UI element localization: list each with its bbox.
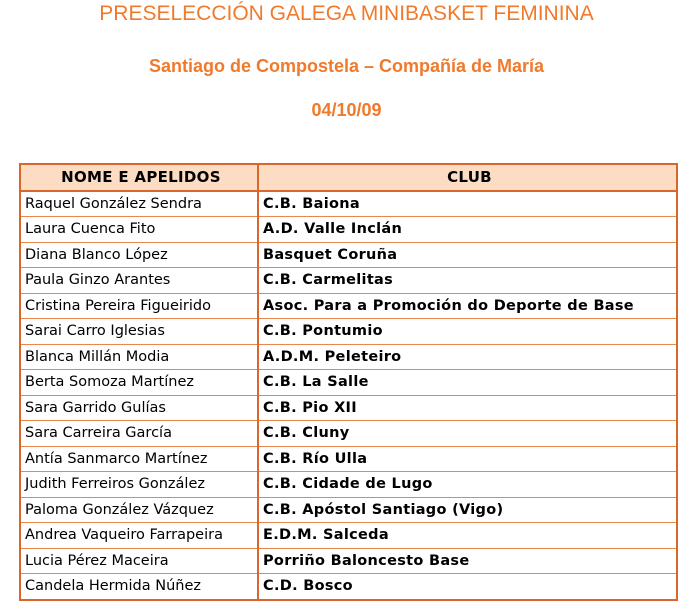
- column-header-name: NOME E APELIDOS: [20, 164, 258, 191]
- table-row: [20, 574, 677, 600]
- player-club: A.D.M. Peleteiro: [258, 344, 677, 370]
- player-name: Paloma González Vázquez: [20, 497, 258, 523]
- player-name: Berta Somoza Martínez: [20, 370, 258, 396]
- document-date: 04/10/09: [311, 100, 382, 120]
- player-name: Antía Sanmarco Martínez: [20, 446, 258, 472]
- player-club: C.B. Pontumio: [258, 319, 677, 345]
- player-club: C.B. Pio XII: [258, 395, 677, 421]
- table-row: [20, 344, 677, 370]
- player-name: Blanca Millán Modia: [20, 344, 258, 370]
- player-club: C.B. Cidade de Lugo: [258, 472, 677, 498]
- player-name: Sarai Carro Iglesias: [20, 319, 258, 345]
- player-club: C.B. Cluny: [258, 421, 677, 447]
- player-club: C.B. Río Ulla: [258, 446, 677, 472]
- table-header-row: [20, 164, 677, 191]
- table-row: [20, 319, 677, 345]
- player-club: E.D.M. Salceda: [258, 523, 677, 549]
- table-row: [20, 268, 677, 294]
- player-name: Candela Hermida Núñez: [20, 574, 258, 600]
- table-row: [20, 446, 677, 472]
- player-club: C.B. La Salle: [258, 370, 677, 396]
- document-subtitle: Santiago de Compostela – Compañía de María: [148, 56, 545, 76]
- player-club: Porriño Baloncesto Base: [258, 548, 677, 574]
- roster-table: [19, 163, 678, 601]
- player-club: Asoc. Para a Promoción do Deporte de Base: [258, 293, 677, 319]
- player-name: Paula Ginzo Arantes: [20, 268, 258, 294]
- table-row: [20, 523, 677, 549]
- player-name: Laura Cuenca Fito: [20, 217, 258, 243]
- table-row: [20, 421, 677, 447]
- table-row: [20, 217, 677, 243]
- player-club: C.D. Bosco: [258, 574, 677, 600]
- player-name: Raquel González Sendra: [20, 191, 258, 217]
- player-name: Sara Carreira García: [20, 421, 258, 447]
- player-name: Lucia Pérez Maceira: [20, 548, 258, 574]
- player-club: C.B. Carmelitas: [258, 268, 677, 294]
- table-row: [20, 497, 677, 523]
- player-club: Basquet Coruña: [258, 242, 677, 268]
- table-row: [20, 293, 677, 319]
- document-title: PRESELECCIÓN GALEGA MINIBASKET FEMININA: [99, 2, 594, 25]
- table-row: [20, 395, 677, 421]
- table-row: [20, 191, 677, 217]
- player-club: C.B. Apóstol Santiago (Vigo): [258, 497, 677, 523]
- player-name: Diana Blanco López: [20, 242, 258, 268]
- player-name: Sara Garrido Gulías: [20, 395, 258, 421]
- player-club: A.D. Valle Inclán: [258, 217, 677, 243]
- player-name: Cristina Pereira Figueirido: [20, 293, 258, 319]
- table-row: [20, 242, 677, 268]
- player-club: C.B. Baiona: [258, 191, 677, 217]
- player-name: Andrea Vaqueiro Farrapeira: [20, 523, 258, 549]
- column-header-club: CLUB: [258, 164, 677, 191]
- player-name: Judith Ferreiros González: [20, 472, 258, 498]
- table-row: [20, 548, 677, 574]
- table-row: [20, 472, 677, 498]
- table-row: [20, 370, 677, 396]
